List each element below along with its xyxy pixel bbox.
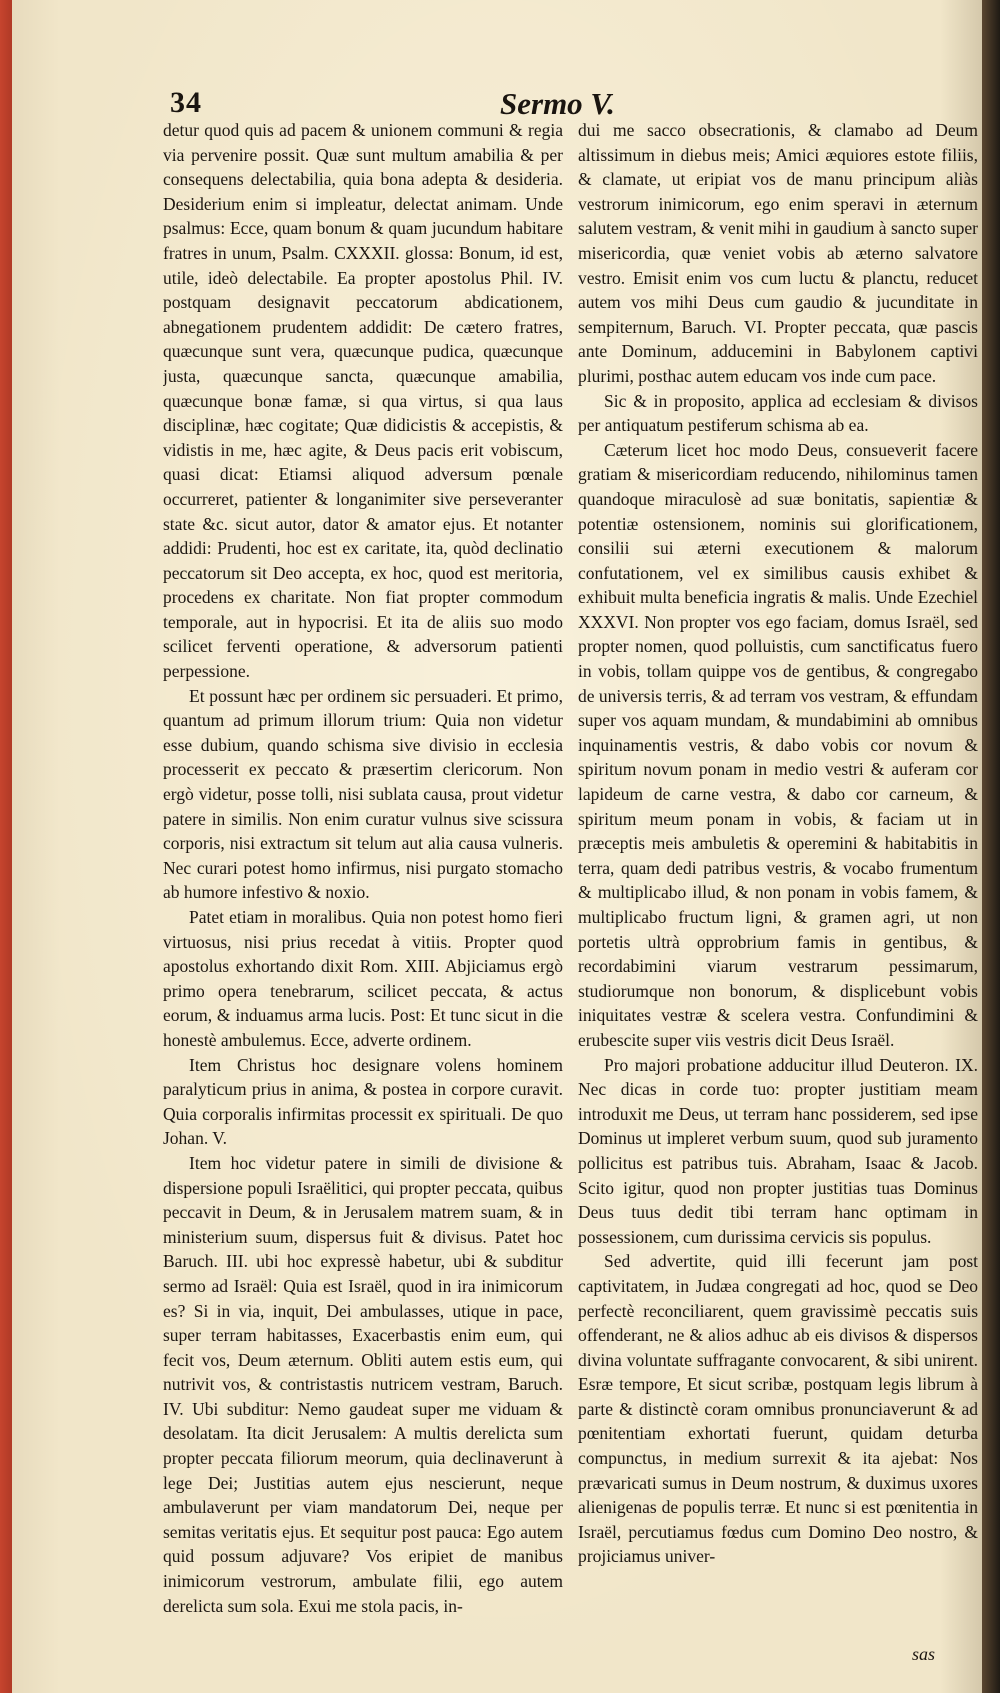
page-shadow-edge xyxy=(982,0,1000,1693)
page-number: 34 xyxy=(170,86,202,119)
right-text-column xyxy=(578,118,978,1648)
paragraph: Cæterum licet hoc modo Deus, consueverit facere gratiam & misericordiam reducendo, nihilominus tamen quandoque miraculosè ad suæ bonitatis, sapientiæ & potentiæ ostensionem, nominis sui glorificationem, consilii sui æterni executionem & malorum confutationem, vel ex similibus causis exhibet & exhibuit multa beneficia ingratis & malis. Unde Ezechiel XXXVI. Non propter vos ego faciam, domus Israël, sed propter nomen, quod polluistis, cum sanctificatus fuero in vobis, tollam quippe vos de gentibus, & congregabo de universis terris, & ad terram vos vestram, & effundam super vos aquam mundam, & mundabimini ab omnibus inquinamentis vestris, & dabo vobis cor novum & spiritum novum ponam in medio vestri & auferam cor lapideum de carne vestra, & dabo cor carneum, & spiritum meum ponam in vobis, & faciam ut in præceptis meis ambuletis & operemini & habitabitis in terra, quam dedi patribus vestris, & vocabo frumentum & multiplicabo illud, & non ponam in vobis famem, & multiplicabo fructum ligni, & gramen agri, ut non portetis ultrà opprobrium famis in gentibus, & recordabimini viarum vestrarum pessimarum, studiorumque non bonorum, & displicebunt vobis iniquitates vestræ & scelera vestra. Confundimini & erubescite super viis vestris dicit Deus Israël. xyxy=(578,439,978,1050)
paragraph: dui me sacco obsecrationis, & clamabo ad Deum altissimum in diebus meis; Amici æquiores estote filiis, & clamate, ut eripiat vos de manu principum aliàs vestrorum inimicorum, ego enim speravi in æternum salutem vestram, & venit mihi in gaudium à sancto super misericordia, quæ veniet vobis ab æterno salvatore vestro. Emisit enim vos cum luctu & planctu, reducet autem vos mihi Deus cum gaudio & jucunditate in sempiternum, Baruch. VI. Propter peccata, quæ pascis ante Dominum, adducemini in Babylonem captivi plurimi, posthac autem educam vos inde cum pace. xyxy=(578,120,978,386)
paragraph: Item hoc videtur patere in simili de divisione & dispersione populi Israëlitici, qui propter peccata, quibus peccavit in Deum, & in Jerusalem matrem suam, & in ministerium suum, dispersus fuit & divisus. Patet hoc Baruch. III. ubi hoc expressè habetur, ubi & subditur sermo ad Israël: Quia est Israël, quod in ira inimicorum es? Si in via, inquit, Dei ambulasses, utique in pace, super terram habitasses, Exacerbastis enim eum, qui fecit vos, Deum æternum. Obliti autem estis eum, qui nutrivit vos, & contristastis nutricem vestram, Baruch. IV. Ubi subditur: Nemo gaudeat super me viduam & desolatam. Ita dicit Jerusalem: A multis derelicta sum propter peccata filiorum meorum, quia declinaverunt à lege Dei; Justitias autem ejus nescierunt, neque ambulaverunt per viam mandatorum Dei, neque per semitas veritatis ejus. Et sequitur post pauca: Ego autem quid possum adjuvare? Vos eripiet de manibus inimicorum vestrorum, ambulate filii, ego autem derelicta sum sola. Exui me stola pacis, in- xyxy=(163,1152,563,1616)
running-title: Sermo V. xyxy=(500,86,615,121)
left-text-column xyxy=(163,118,563,1648)
page-binding-edge xyxy=(0,0,12,1693)
paragraph: Sic & in proposito, applica ad ecclesiam & divisos per antiquatum pestiferum schisma ab ea. xyxy=(578,390,978,436)
page-header xyxy=(170,86,970,122)
paragraph: Item Christus hoc designare volens hominem paralyticum prius in anima, & postea in corpore curavit. Quia corporalis infirmitas processit ex spirituali. De quo Johan. V. xyxy=(163,1054,563,1149)
paragraph: Pro majori probatione adducitur illud Deuteron. IX. Nec dicas in corde tuo: propter justitiam meam introduxit me Deus, ut terram hanc possiderem, sed ipse Dominus ut impleret verbum suum, quod sub juramento pollicitus est patribus tuis. Abraham, Isaac & Jacob. Scito igitur, quod non propter justitias tuas Dominus Deus tuus dedit tibi terram hanc optimam in possessionem, cum durissima cervicis sis populus. xyxy=(578,1054,978,1247)
paragraph: Sed advertite, quid illi fecerunt jam post captivitatem, in Judæa congregati ad hoc, quod se Deo perfectè reconciliarent, quem gravissimè peccatis suis offenderant, ne & alios adhuc ab eis divisos & dispersos divina voluntate suffragante convocarent, & sibi unirent. Esræ tempore, Et sicut scribæ, postquam legis librum à parte & distinctè coram omnibus pronunciaverunt & ad pœnitentiam exhortati fuerunt, quidam deturba compunctus, in medium surrexit & ita ajebat: Nos prævaricati sumus in Deum nostrum, & duximus uxores alienigenas de populis terræ. Et nunc si est pœnitentia in Israël, percutiamus fœdus cum Domino Deo nostro, & projiciamus univer- xyxy=(578,1251,978,1567)
paragraph: Et possunt hæc per ordinem sic persuaderi. Et primo, quantum ad primum illorum trium: Quia non videtur esse dubium, quando schisma sive divisio in ecclesia processerit ex peccato & præsertim clericorum. Non ergò videtur, posse tolli, nisi sublata causa, prout videtur patere in similis. Non enim curatur vulnus sive scissura corporis, nisi extractum sit telum aut alia causa vulneris. Nec curari potest homo infirmus, nisi purgato stomacho ab humore infestivo & noxio. xyxy=(163,685,563,903)
paragraph: Patet etiam in moralibus. Quia non potest homo fieri virtuosus, nisi prius recedat à vitiis. Propter quod apostolus exhortando dixit Rom. XIII. Abjiciamus ergò primo opera tenebrarum, scilicet peccata, & actus eorum, & induamus arma lucis. Post: Et tunc sicut in die honestè ambulemus. Ecce, adverte ordinem. xyxy=(163,907,563,1050)
paragraph: detur quod quis ad pacem & unionem communi & regia via pervenire possit. Quæ sunt multum amabilia & per consequens delectabilia, quia bona adepta & desideria. Desiderium enim si impleatur, delectat animam. Unde psalmus: Ecce, quam bonum & quam jucundum habitare fratres in unum, Psalm. CXXXII. glossa: Bonum, id est, utile, ideò delectabile. Ea propter apostolus Phil. IV. postquam designavit peccatorum abdicationem, abnegationem prudentem addidit: De cætero fratres, quæcunque sunt vera, quæcunque pudica, quæcunque justa, quæcunque sancta, quæcunque amabilia, quæcunque bonæ famæ, si qua virtus, si qua laus disciplinæ, hæc cogitate; Quæ didicistis & accepistis, & vidistis in me, hæc agite, & Deus pacis erit vobiscum, quasi dicat: Etiamsi aliquod adversum pœnale occurreret, patienter & longanimiter sive perseveranter state &c. sicut autor, dator & amator ejus. Et notanter addidi: Prudenti, hoc est ex caritate, ita, quòd declinatio peccatorum sit Deo accepta, ex hoc, quod est meritoria, procedens ex charitate. Non fiat propter commodum temporale, aut in hypocrisi. Et ita de aliis suo modo scilicet ferventi operatione, & adversorum patienti perpessione. xyxy=(163,120,563,682)
catchword: sas xyxy=(912,1644,936,1664)
